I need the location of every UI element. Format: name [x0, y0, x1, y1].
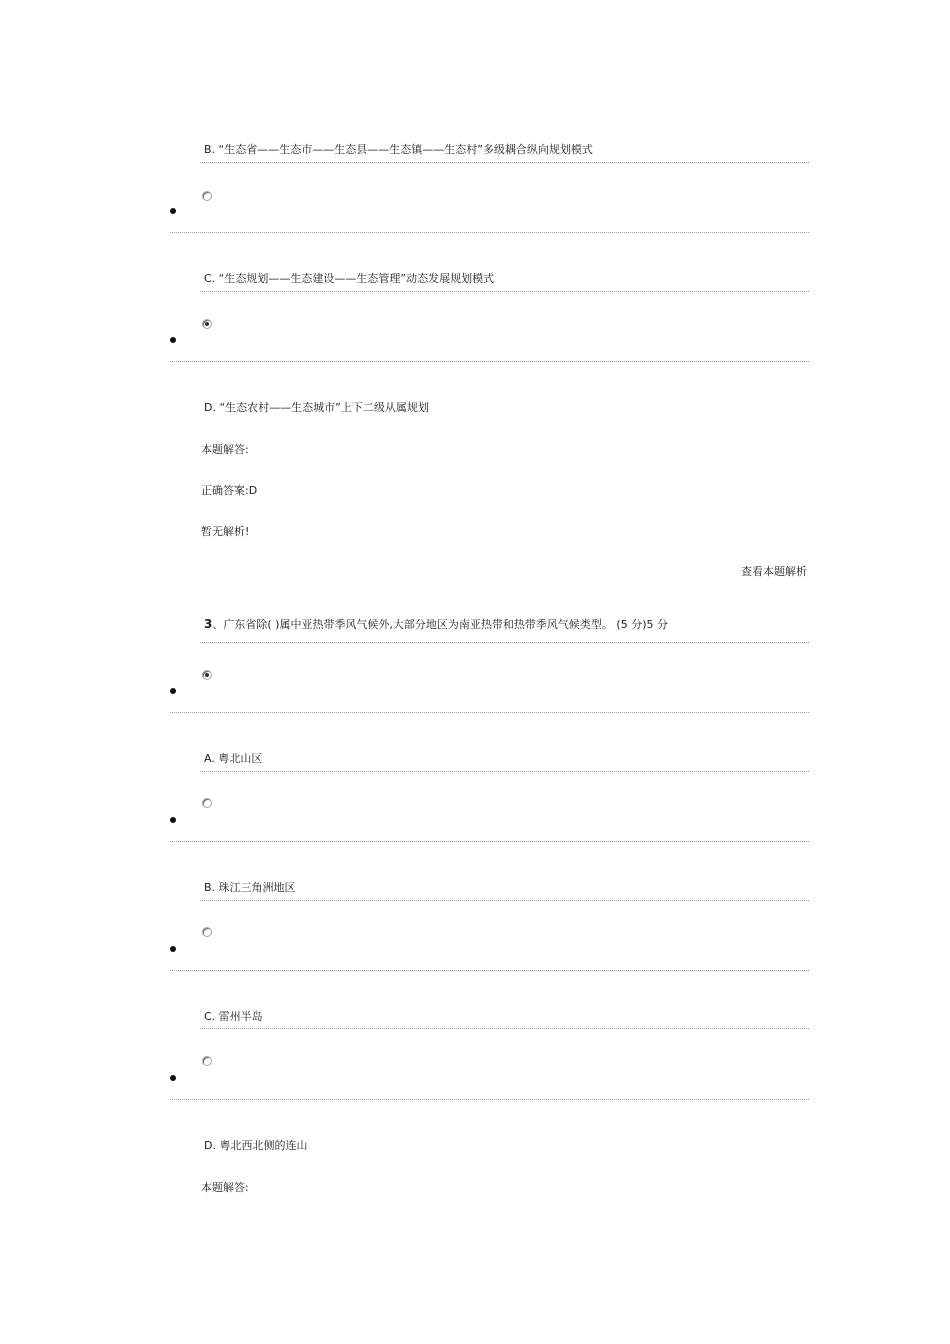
question-number: 3	[204, 617, 213, 631]
q3-option-d-text: D. 粤北西北侧的连山	[204, 1139, 308, 1152]
divider	[170, 841, 809, 842]
list-bullet	[170, 337, 176, 343]
list-bullet	[170, 1075, 176, 1081]
q3-option-d-radio[interactable]	[202, 1056, 212, 1066]
q3-option-b-text: B. 珠江三角洲地区	[204, 881, 296, 894]
q3-option-a-text: A. 粤北山区	[204, 752, 263, 765]
divider	[170, 361, 809, 362]
q3-option-c-radio[interactable]	[202, 927, 212, 937]
no-analysis-note: 暂无解析!	[201, 525, 250, 538]
divider	[170, 1099, 809, 1100]
q2-option-c-text: C. “生态规划——生态建设——生态管理”动态发展规划模式	[204, 272, 495, 285]
q2-option-c-radio[interactable]	[202, 191, 212, 201]
list-bullet	[170, 688, 176, 694]
list-bullet	[170, 817, 176, 823]
divider	[170, 232, 809, 233]
divider	[170, 970, 809, 971]
q2-option-d-radio[interactable]	[202, 319, 212, 329]
divider	[200, 1028, 809, 1029]
question-text: 、广东省除( )属中亚热带季风气候外,大部分地区为南亚热带和热带季风气候类型。 (5 分)5 分	[212, 618, 669, 631]
divider	[200, 291, 809, 292]
divider	[200, 642, 809, 643]
view-analysis-link[interactable]: 查看本题解析	[741, 565, 807, 578]
answer-heading: 本题解答:	[201, 1181, 249, 1194]
list-bullet	[170, 946, 176, 952]
list-bullet	[170, 208, 176, 214]
q2-option-d-text: D. “生态农村——生态城市”上下二级从属规划	[204, 401, 429, 414]
q3-option-c-text: C. 雷州半岛	[204, 1010, 263, 1023]
q2-option-b-text: B. “生态省——生态市——生态县——生态镇——生态村”多级耦合纵向规划模式	[204, 143, 593, 156]
correct-answer: 正确答案:D	[201, 484, 258, 497]
q3-option-b-radio[interactable]	[202, 798, 212, 808]
divider	[200, 162, 809, 163]
q3-option-a-radio[interactable]	[202, 670, 212, 680]
answer-heading: 本题解答:	[201, 443, 249, 456]
divider	[200, 900, 809, 901]
divider	[170, 712, 809, 713]
q3-question	[204, 616, 668, 632]
divider	[200, 771, 809, 772]
